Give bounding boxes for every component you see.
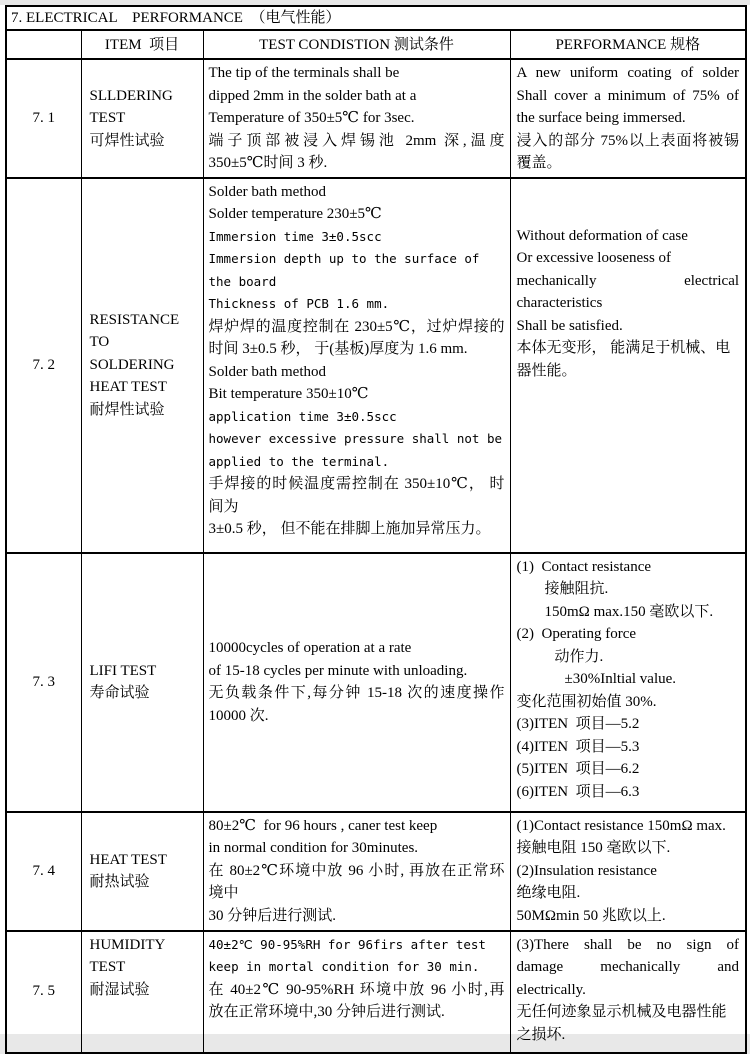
text-line: Thickness of PCB 1.6 mm. xyxy=(208,296,390,311)
text-line: 变化范围初始值 30%. xyxy=(516,693,657,710)
row-number-text: 7. 2 xyxy=(32,356,55,373)
header-performance-label: PERFORMANCE 规格 xyxy=(555,36,701,53)
text-line: 覆盖。 xyxy=(516,155,562,171)
header-item-label: ITEM 项目 xyxy=(104,36,180,53)
text-line: the board xyxy=(208,273,277,289)
text-line: (1) Contact resistance xyxy=(516,558,652,575)
item-line: HUMIDITY xyxy=(89,936,166,953)
text-line: 浸入的部分 75%以上表面将被锡 xyxy=(516,132,740,149)
text-line: 无任何迹象显示机械及电器性能 xyxy=(516,1004,727,1020)
performance-cell xyxy=(510,553,746,812)
text-line: 30 分钟后进行测试. xyxy=(208,907,337,924)
item-cell xyxy=(81,178,203,553)
row-number-text: 7. 4 xyxy=(32,862,55,879)
text-line: ±30%Inltial value. xyxy=(564,671,677,687)
header-item xyxy=(81,30,203,59)
text-line: 40±2℃ 90-95%RH for 96firs after test xyxy=(208,936,486,952)
text-line: 之损坏. xyxy=(516,1026,566,1043)
text-line: Without deformation of case xyxy=(516,227,688,244)
section-title-text: 7. ELECTRICAL PERFORMANCE （电气性能） xyxy=(11,9,341,26)
text-line: electrically. xyxy=(516,981,586,998)
item-cell xyxy=(81,553,203,812)
item-line: HEAT TEST xyxy=(89,851,167,868)
text-line: Or excessive looseness of xyxy=(516,250,672,266)
text-line: 80±2℃ for 96 hours , caner test keep xyxy=(208,817,438,834)
item-line: SOLDERING xyxy=(89,356,175,373)
text-line: damage mechanically and xyxy=(516,959,740,975)
row-number xyxy=(6,553,81,812)
row-7-1 xyxy=(6,59,746,178)
text-line: application time 3±0.5scc xyxy=(208,408,397,424)
item-line: SLLDERING xyxy=(89,87,173,104)
item-line: HEAT TEST xyxy=(89,379,167,396)
text-line: (5)ITEN 项目—6.2 xyxy=(516,761,640,777)
text-line: Shall be satisfied. xyxy=(516,317,623,334)
header-condition xyxy=(203,30,510,59)
text-line: (1)Contact resistance 150mΩ max. xyxy=(516,817,726,834)
condition-cell xyxy=(203,812,510,931)
performance-cell xyxy=(510,931,746,1053)
condition-cell xyxy=(203,59,510,178)
condition-cell xyxy=(203,931,510,1053)
row-7-3 xyxy=(6,553,746,812)
text-line: Immersion depth up to the surface of xyxy=(208,251,480,266)
row-number xyxy=(6,178,81,553)
text-line: 动作力. xyxy=(554,648,604,665)
item-cell xyxy=(81,812,203,931)
text-line: Solder temperature 230±5℃ xyxy=(208,206,382,222)
row-7-2 xyxy=(6,178,746,553)
text-line: 时间 3±0.5 秒， 于(基板)厚度为 1.6 mm. xyxy=(208,341,468,357)
row-number-text: 7. 5 xyxy=(32,983,55,1000)
section-title xyxy=(6,6,746,30)
item-cell xyxy=(81,59,203,178)
text-line: 放在正常环境中,30 分钟后进行测试. xyxy=(208,1004,445,1020)
text-line: 3±0.5 秒， 但不能在排脚上施加异常压力。 xyxy=(208,521,491,537)
text-line: 在 80±2℃环境中放 96 小时, 再放在正常环 xyxy=(208,862,505,879)
row-number xyxy=(6,931,81,1053)
document-page xyxy=(0,5,750,1043)
text-line: keep in mortal condition for 30 min. xyxy=(208,959,480,974)
item-line: TEST xyxy=(89,959,126,975)
text-line: 无负载条件下,每分钟 15-18 次的速度操作 xyxy=(208,685,505,701)
text-line: 50MΩmin 50 兆欧以上. xyxy=(516,907,666,924)
text-line: 焊炉焊的温度控制在 230±5℃，过炉焊接的 xyxy=(208,318,505,335)
text-line: Bit temperature 350±10℃ xyxy=(208,386,369,402)
item-line: LIFI TEST xyxy=(89,662,157,679)
text-line: (4)ITEN 项目—5.3 xyxy=(516,738,640,755)
item-line: 寿命试验 xyxy=(89,685,150,701)
item-line: 耐焊性试验 xyxy=(89,401,165,418)
text-line: Immersion time 3±0.5scc xyxy=(208,228,382,244)
text-line: The tip of the terminals shall be xyxy=(208,65,400,81)
text-line: 10000cycles of operation at a rate xyxy=(208,640,412,656)
item-line: RESISTANCE xyxy=(89,311,180,328)
header-condition-label: TEST CONDISTION 测试条件 xyxy=(259,36,454,53)
spec-table xyxy=(5,5,747,1054)
text-line: characteristics xyxy=(516,295,603,311)
text-line: 器性能。 xyxy=(516,362,577,379)
text-line: 间为 xyxy=(208,498,239,515)
performance-cell xyxy=(510,812,746,931)
text-line: 境中 xyxy=(208,885,239,901)
text-line: 手焊接的时候温度需控制在 350±10℃， 时 xyxy=(208,476,505,492)
text-line: Solder bath method xyxy=(208,363,326,380)
header-performance xyxy=(510,30,746,59)
row-7-5 xyxy=(6,931,746,1053)
item-line: TO xyxy=(89,334,110,351)
text-line: 10000 次. xyxy=(208,707,269,724)
item-line: TEST xyxy=(89,110,126,126)
text-line: 接触阻抗. xyxy=(544,581,609,597)
text-line: 150mΩ max.150 毫欧以下. xyxy=(544,603,714,620)
text-line: A new uniform coating of solder xyxy=(516,65,740,81)
row-7-4 xyxy=(6,812,746,931)
text-line: however excessive pressure shall not be xyxy=(208,431,502,446)
text-line: the surface being immersed. xyxy=(516,110,686,126)
text-line: Shall cover a minimum of 75% of xyxy=(516,87,740,104)
condition-cell xyxy=(203,178,510,553)
item-line: 可焊性试验 xyxy=(89,132,165,149)
text-line: in normal condition for 30minutes. xyxy=(208,840,419,856)
condition-cell xyxy=(203,553,510,812)
row-number-text: 7. 3 xyxy=(32,673,55,690)
item-line: 耐湿试验 xyxy=(89,981,150,998)
text-line: (2)Insulation resistance xyxy=(516,862,657,879)
header-empty-cell xyxy=(6,30,81,59)
text-line: of 15-18 cycles per minute with unloading. xyxy=(208,662,468,679)
item-cell xyxy=(81,931,203,1053)
text-line: dipped 2mm in the solder bath at a xyxy=(208,87,417,104)
text-line: Solder bath method xyxy=(208,183,326,200)
performance-cell xyxy=(510,59,746,178)
item-line: 耐热试验 xyxy=(89,874,150,890)
text-line: 本体无变形， 能满足于机械、电 xyxy=(516,340,731,356)
text-line: (3)ITEN 项目—5.2 xyxy=(516,716,640,732)
performance-cell xyxy=(510,178,746,553)
row-number xyxy=(6,59,81,178)
row-number-text: 7. 1 xyxy=(32,110,55,126)
text-line: (6)ITEN 项目—6.3 xyxy=(516,783,640,800)
text-line: 在 40±2℃ 90-95%RH 环境中放 96 小时,再 xyxy=(208,981,505,998)
text-line: 端子顶部被浸入焊锡池 2mm 深,温度 xyxy=(208,132,505,149)
text-line: applied to the terminal. xyxy=(208,453,390,469)
text-line: (2) Operating force xyxy=(516,626,637,642)
text-line: Temperature of 350±5℃ for 3sec. xyxy=(208,110,415,126)
text-line: 350±5℃时间 3 秒. xyxy=(208,155,328,171)
text-line: mechanically electrical xyxy=(516,272,740,289)
text-line: (3)There shall be no sign of xyxy=(516,936,740,953)
row-number xyxy=(6,812,81,931)
text-line: 绝缘电阻. xyxy=(516,885,581,901)
text-line: 接触电阻 150 毫欧以下. xyxy=(516,840,671,856)
